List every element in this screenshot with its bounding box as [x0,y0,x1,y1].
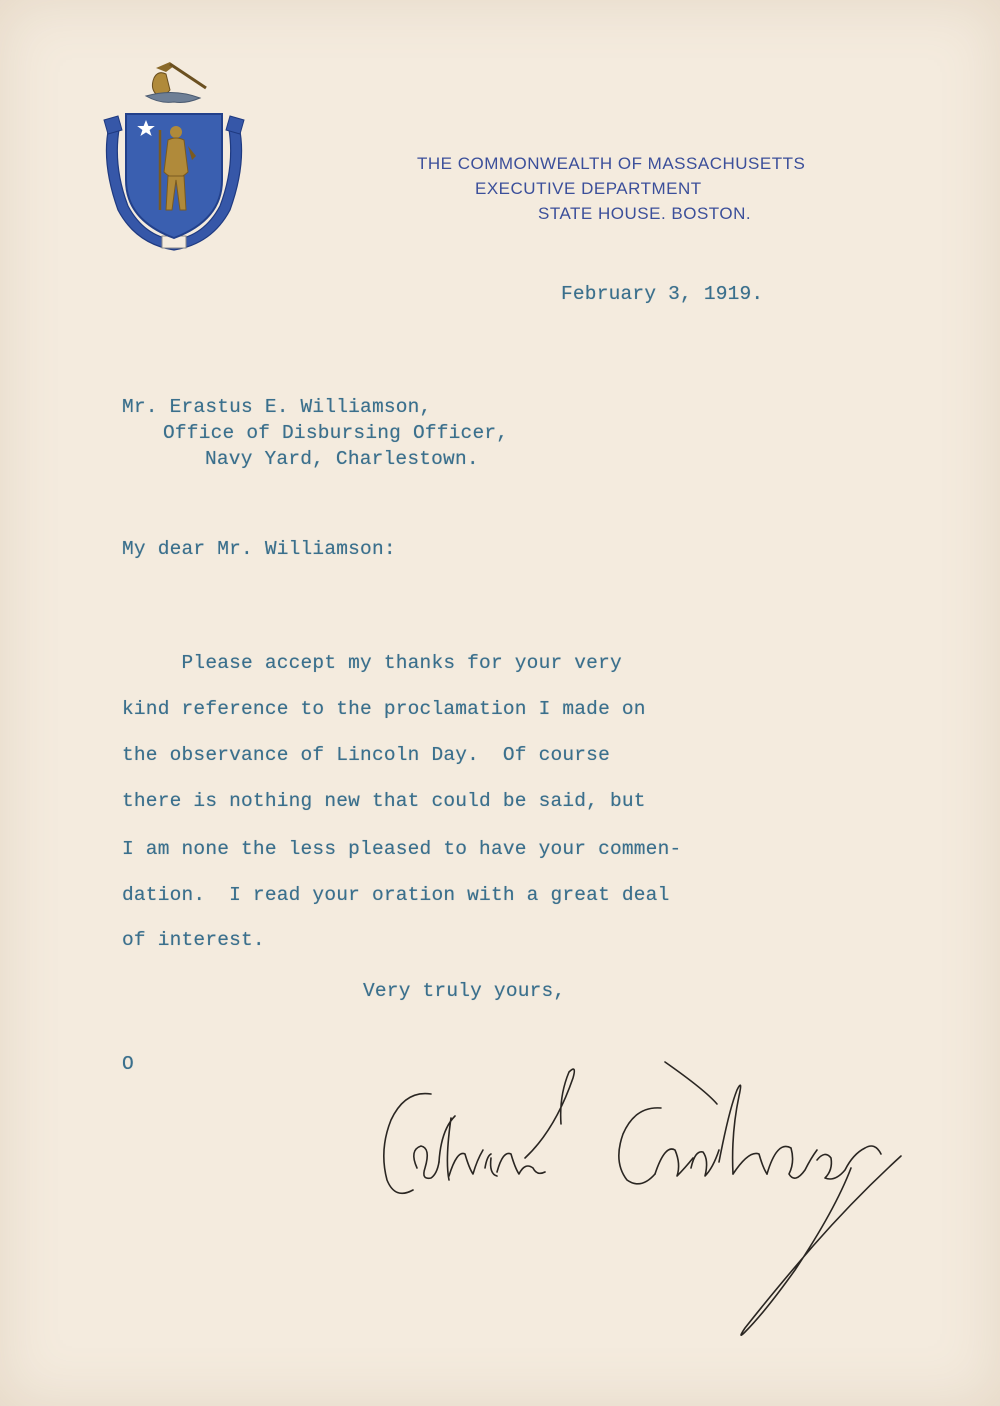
recipient-name: Mr. Erastus E. Williamson, [122,396,432,418]
body-line: dation. I read your oration with a great deal [122,884,670,906]
signature [365,1050,925,1340]
closing: Very truly yours, [363,980,566,1002]
body-line: Please accept my thanks for your very [122,652,622,674]
letterhead-line-commonwealth: THE COMMONWEALTH OF MASSACHUSETTS [417,154,806,173]
letterhead-line-address: STATE HOUSE. BOSTON. [538,204,752,223]
body-line: the observance of Lincoln Day. Of course [122,744,610,766]
body-line: of interest. [122,929,265,951]
body-line: I am none the less pleased to have your commen- [122,838,682,860]
letter-date: February 3, 1919. [561,283,764,305]
body-line: there is nothing new that could be said, but [122,790,646,812]
recipient-office: Office of Disbursing Officer, [163,422,509,444]
letterhead-line-department: EXECUTIVE DEPARTMENT [475,179,702,198]
typist-initial: O [122,1053,134,1075]
recipient-location: Navy Yard, Charlestown. [205,448,479,470]
body-line: kind reference to the proclamation I made on [122,698,646,720]
salutation: My dear Mr. Williamson: [122,538,396,560]
massachusetts-seal-icon [96,60,252,256]
